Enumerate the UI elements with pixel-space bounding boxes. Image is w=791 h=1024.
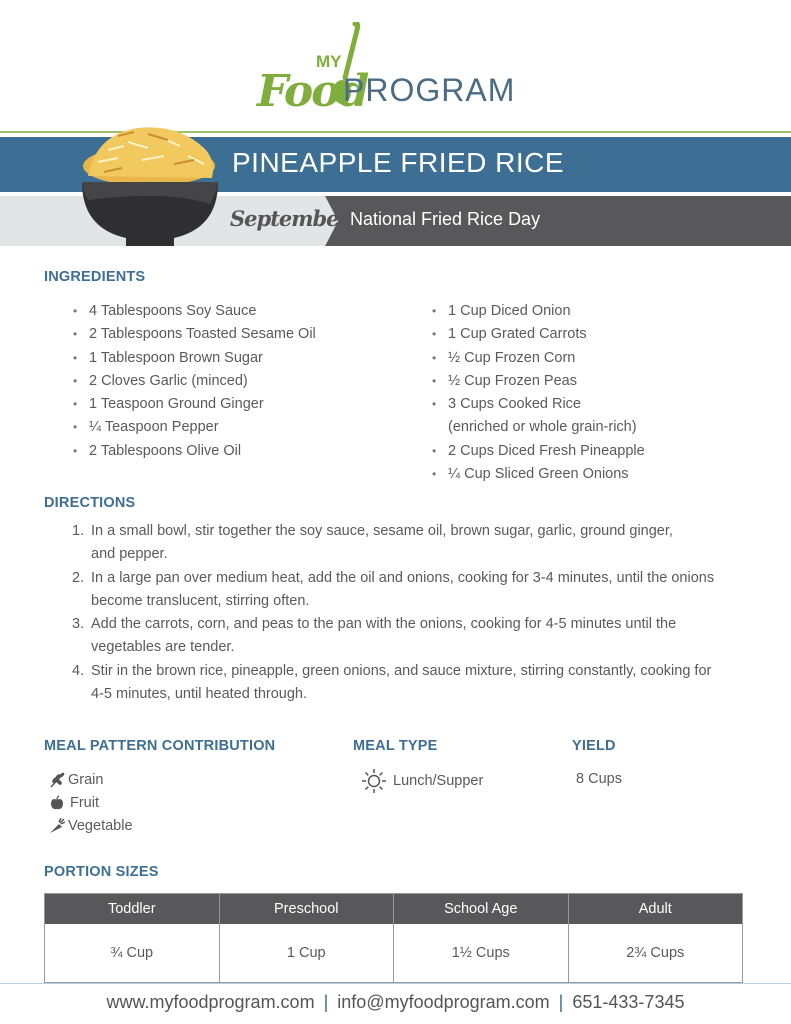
- ingredients-list-left: [73, 300, 316, 463]
- step-text-line: become translucent, stirring often.: [91, 592, 310, 609]
- list-item: • 2 Cups Diced Fresh Pineapple: [432, 440, 645, 463]
- direction-step: [72, 660, 752, 707]
- logo-program: PROGRAM: [343, 72, 516, 108]
- yield-heading: YIELD: [572, 738, 616, 754]
- column-header: School Age: [394, 894, 569, 924]
- carrot-icon: [49, 818, 65, 834]
- yield-value: 8 Cups: [576, 771, 622, 787]
- list-item: • 3 Cups Cooked Rice: [432, 393, 645, 416]
- step-number: 4.: [72, 662, 85, 679]
- meal-pattern-label: Fruit: [70, 795, 99, 811]
- sun-icon: [361, 768, 387, 794]
- meal-pattern-heading: MEAL PATTERN CONTRIBUTION: [44, 738, 276, 754]
- ingredients-heading: INGREDIENTS: [44, 269, 146, 285]
- step-text-line: In a large pan over medium heat, add the oil and onions, cooking for 3-4 minutes, until the onions: [91, 569, 715, 586]
- logo: [255, 22, 545, 117]
- directions-list: [72, 520, 752, 706]
- meal-pattern-fruit: [49, 795, 99, 811]
- column-header: Adult: [568, 894, 743, 924]
- table-header-row: [45, 894, 743, 924]
- direction-step: [72, 520, 752, 567]
- footer: [0, 992, 791, 1013]
- step-text-line: and pepper.: [91, 546, 168, 563]
- list-item: • 1 Cup Grated Carrots: [432, 323, 645, 346]
- list-item: • 2 Tablespoons Olive Oil: [73, 440, 316, 463]
- meal-type-heading: MEAL TYPE: [353, 738, 438, 754]
- meal-pattern-label: Vegetable: [68, 818, 133, 834]
- step-text-line: vegetables are tender.: [91, 639, 235, 656]
- date-label: September 20: [230, 206, 383, 231]
- table-cell: 1 Cup: [219, 924, 394, 983]
- list-item-continued: (enriched or whole grain-rich): [448, 419, 637, 436]
- table-row: [45, 924, 743, 983]
- step-text-line: In a small bowl, stir together the soy sauce, sesame oil, brown sugar, garlic, ground ginger,: [91, 523, 673, 539]
- direction-step: [72, 567, 752, 614]
- recipe-title: PINEAPPLE FRIED RICE: [232, 147, 565, 178]
- direction-step: [72, 613, 752, 660]
- step-number: 2.: [72, 569, 85, 586]
- logo-food: Food: [257, 66, 368, 117]
- footer-divider: [0, 983, 791, 984]
- step-text-line: Stir in the brown rice, pineapple, green onions, and sauce mixture, stirring constantly, cooking for: [91, 662, 712, 679]
- ingredients-list-right: [432, 300, 645, 486]
- rice-bowl-image: [78, 120, 223, 260]
- holiday-label: National Fried Rice Day: [350, 209, 541, 229]
- list-item: • ¼ Teaspoon Pepper: [73, 416, 316, 439]
- website-link[interactable]: www.myfoodprogram.com: [106, 992, 315, 1012]
- footer-separator: |: [558, 992, 564, 1012]
- meal-pattern-label: Grain: [68, 772, 104, 788]
- list-item: • ¼ Cup Sliced Green Onions: [432, 463, 645, 486]
- portion-table: [44, 893, 743, 983]
- wheat-icon: [49, 772, 65, 788]
- table-cell: 1½ Cups: [394, 924, 569, 983]
- meal-pattern-vegetable: [49, 818, 133, 834]
- meal-type-label: Lunch/Supper: [393, 772, 484, 789]
- phone-number: 651-433-7345: [572, 992, 685, 1012]
- step-number: 1.: [72, 523, 85, 539]
- email-link[interactable]: info@myfoodprogram.com: [337, 992, 550, 1012]
- portion-sizes-heading: PORTION SIZES: [44, 864, 159, 880]
- footer-separator: |: [323, 992, 329, 1012]
- step-number: 3.: [72, 616, 85, 633]
- meal-pattern-grain: [49, 772, 103, 788]
- list-item: • 1 Cup Diced Onion: [432, 300, 645, 323]
- apple-icon: [49, 795, 65, 811]
- column-header: Toddler: [45, 894, 220, 924]
- list-item: • 4 Tablespoons Soy Sauce: [73, 300, 316, 323]
- list-item: • ½ Cup Frozen Peas: [432, 370, 645, 393]
- step-text-line: Add the carrots, corn, and peas to the pan with the onions, cooking for 4-5 minutes until the: [91, 616, 677, 633]
- list-item: • 1 Teaspoon Ground Ginger: [73, 393, 316, 416]
- table-cell: 2¾ Cups: [568, 924, 743, 983]
- logo-my: MY: [316, 52, 342, 71]
- list-item: • 2 Cloves Garlic (minced): [73, 370, 316, 393]
- list-item: • ½ Cup Frozen Corn: [432, 347, 645, 370]
- list-item: • 2 Tablespoons Toasted Sesame Oil: [73, 323, 316, 346]
- list-item: • 1 Tablespoon Brown Sugar: [73, 347, 316, 370]
- table-cell: ¾ Cup: [45, 924, 220, 983]
- step-text-line: 4-5 minutes, until heated through.: [91, 686, 308, 703]
- directions-heading: DIRECTIONS: [44, 495, 136, 511]
- meal-type-value: [361, 768, 483, 794]
- column-header: Preschool: [219, 894, 394, 924]
